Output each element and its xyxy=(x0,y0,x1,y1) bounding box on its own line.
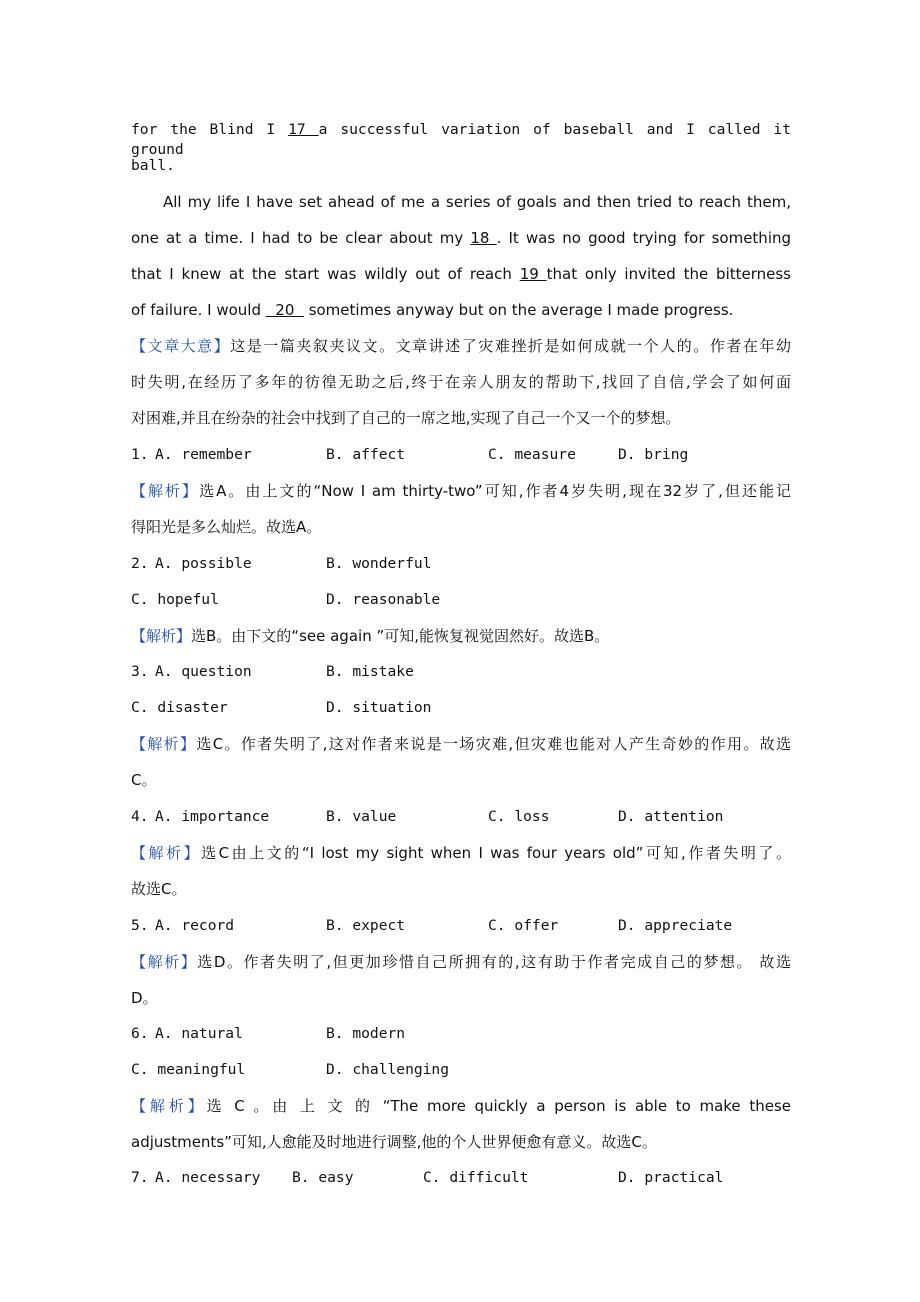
option-d: D. attention xyxy=(618,808,724,825)
option-b: B. wonderful xyxy=(326,555,432,572)
summary-paragraph: 对困难,并且在纷杂的社会中找到了自己的一席之地,实现了自己一个又一个的梦想。 xyxy=(131,409,681,427)
option-d: D. situation xyxy=(326,699,432,716)
passage-line: of failure. I would 20 sometimes anyway but on the average I made progress. xyxy=(131,301,734,319)
option-a: A. question xyxy=(155,663,252,680)
summary-tag: 【文章大意】 xyxy=(131,337,231,355)
option-c: C. hopeful xyxy=(131,591,219,608)
summary-paragraph: 【文章大意】这是一篇夹叙夹议文。文章讲述了灾难挫折是如何成就一个人的。作者在年幼 xyxy=(131,337,791,355)
option-b: B. affect xyxy=(326,446,406,463)
option-b: B. easy xyxy=(292,1169,354,1186)
passage-line: All my life I have set ahead of me a series of goals and then tried to reach them, xyxy=(163,193,791,211)
option-b: B. expect xyxy=(326,917,406,934)
option-c: C. difficult xyxy=(423,1169,529,1186)
question-number: 3. xyxy=(131,663,149,680)
blank-19: 19 xyxy=(519,265,547,283)
option-a: A. necessary xyxy=(155,1169,261,1186)
passage-line: one at a time. I had to be clear about my 18 . It was no good trying for something xyxy=(131,229,791,247)
option-a: A. natural xyxy=(155,1025,243,1042)
explanation-6: adjustments”可知,人愈能及时地进行调整,他的个人世界便愈有意义。故选C。 xyxy=(131,1133,657,1151)
explanation-4: 【解析】选C由上文的“I lost my sight when I was four years old”可知,作者失明了。 xyxy=(131,844,791,862)
explanation-5: 【解析】选D。作者失明了,但更加珍惜自己所拥有的,这有助于作者完成自己的梦想。 故选 xyxy=(131,953,791,971)
option-d: D. challenging xyxy=(326,1061,450,1078)
question-number: 7. xyxy=(131,1169,149,1186)
blank-17: 17 xyxy=(288,121,319,138)
explanation-5: D。 xyxy=(131,989,158,1007)
explanation-tag: 【解析】 xyxy=(131,627,192,645)
option-c: C. disaster xyxy=(131,699,228,716)
explanation-tag: 【解析】 xyxy=(131,1097,207,1115)
explanation-6: 【解析】选 C 。由 上 文 的 “The more quickly a person is able to make these xyxy=(131,1097,791,1115)
option-a: A. record xyxy=(155,917,235,934)
option-a: A. importance xyxy=(155,808,270,825)
question-number: 6. xyxy=(131,1025,149,1042)
option-b: B. modern xyxy=(326,1025,406,1042)
question-number: 2. xyxy=(131,555,149,572)
blank-18: 18 xyxy=(470,229,497,247)
explanation-tag: 【解析】 xyxy=(131,953,198,971)
passage-line: ball. xyxy=(131,157,175,174)
option-d: D. bring xyxy=(618,446,689,463)
option-d: D. appreciate xyxy=(618,917,733,934)
explanation-2: 【解析】选B。由下文的“see again ”可知,能恢复视觉固然好。故选B。 xyxy=(131,627,610,645)
option-d: D. practical xyxy=(618,1169,724,1186)
option-c: C. meaningful xyxy=(131,1061,246,1078)
option-b: B. mistake xyxy=(326,663,414,680)
option-d: D. reasonable xyxy=(326,591,441,608)
option-a: A. remember xyxy=(155,446,252,463)
question-number: 5. xyxy=(131,917,149,934)
option-c: C. measure xyxy=(488,446,576,463)
explanation-tag: 【解析】 xyxy=(131,844,202,862)
explanation-tag: 【解析】 xyxy=(131,482,200,500)
explanation-4: 故选C。 xyxy=(131,880,187,898)
explanation-1: 【解析】选A。由上文的“Now I am thirty-two”可知,作者4岁失明,现在32岁了,但还能记 xyxy=(131,482,791,500)
option-c: C. offer xyxy=(488,917,559,934)
option-a: A. possible xyxy=(155,555,252,572)
option-c: C. loss xyxy=(488,808,550,825)
option-b: B. value xyxy=(326,808,397,825)
blank-20: 20 xyxy=(265,301,304,319)
explanation-tag: 【解析】 xyxy=(131,735,197,753)
passage-line: that I knew at the start was wildly out of reach 19 that only invited the bitterness xyxy=(131,265,791,283)
question-number: 4. xyxy=(131,808,149,825)
explanation-3: C。 xyxy=(131,771,157,789)
explanation-3: 【解析】选C。作者失明了,这对作者来说是一场灾难,但灾难也能对人产生奇妙的作用。故选 xyxy=(131,735,791,753)
summary-paragraph: 时失明,在经历了多年的彷徨无助之后,终于在亲人朋友的帮助下,找回了自信,学会了如何面 xyxy=(131,373,791,391)
explanation-1: 得阳光是多么灿烂。故选A。 xyxy=(131,518,322,536)
passage-line: for the Blind I 17 a successful variation of baseball and I called it ground xyxy=(131,121,791,158)
question-number: 1. xyxy=(131,446,149,463)
